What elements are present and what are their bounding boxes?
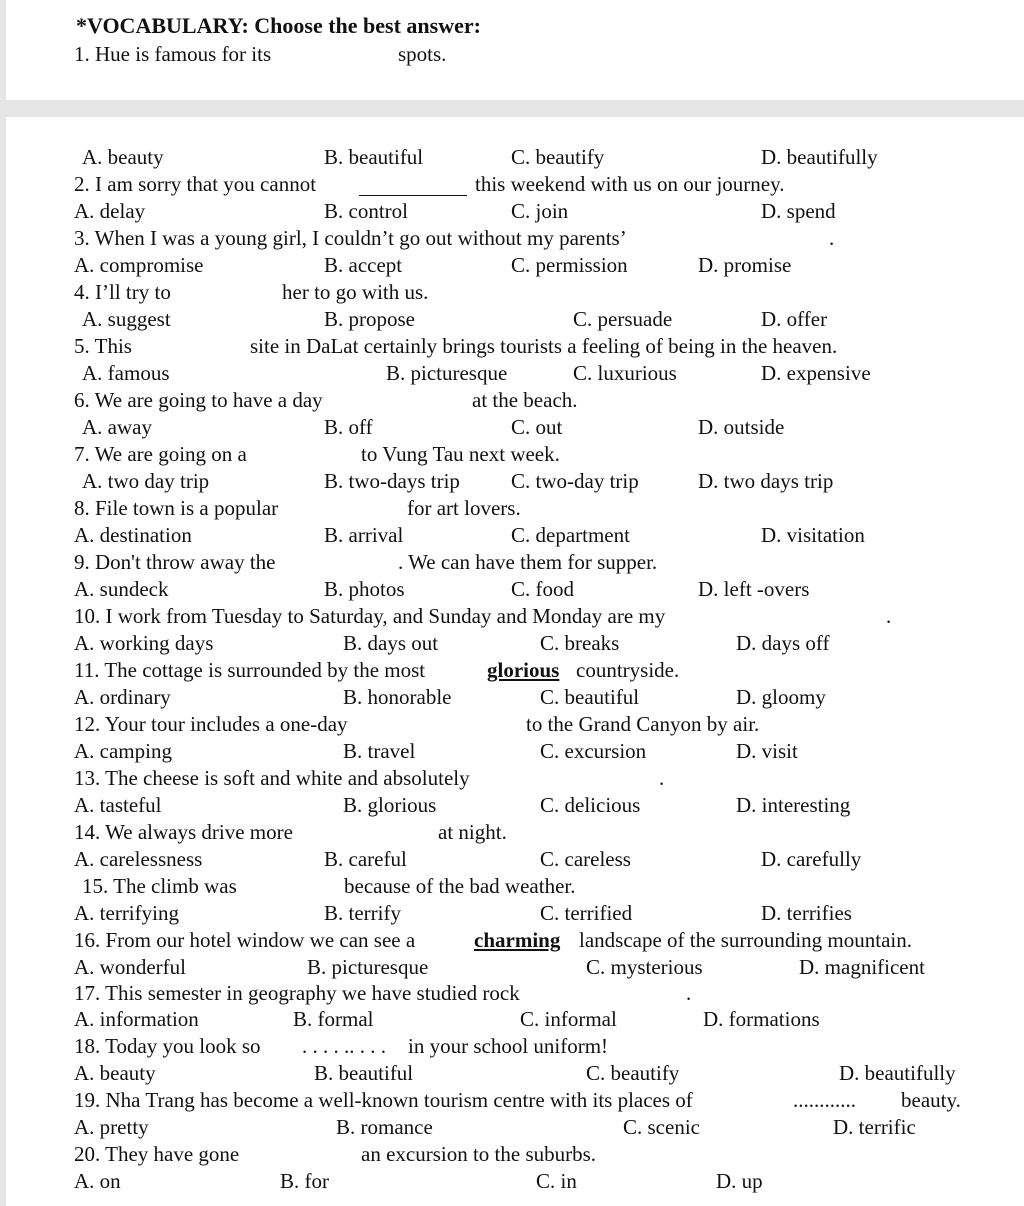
question-text: 7. We are going on a xyxy=(74,442,247,466)
option[interactable]: C. two-day trip xyxy=(511,469,639,493)
question-text: 16. From our hotel window we can see a xyxy=(74,928,416,952)
option[interactable]: B. picturesque xyxy=(386,361,508,385)
option[interactable]: C. terrified xyxy=(540,901,633,925)
option[interactable]: D. two days trip xyxy=(698,469,834,493)
question-text: 9. Don't throw away the xyxy=(74,550,276,574)
option[interactable]: D. gloomy xyxy=(736,685,826,709)
answer-dots: ............ xyxy=(793,1088,856,1112)
option[interactable]: C. mysterious xyxy=(586,955,703,979)
question-text: 17. This semester in geography we have studied rock xyxy=(74,981,520,1005)
question-text: to Vung Tau next week. xyxy=(361,442,560,466)
option[interactable]: B. two-days trip xyxy=(324,469,460,493)
option[interactable]: B. photos xyxy=(324,577,405,601)
option[interactable]: C. permission xyxy=(511,253,628,277)
option[interactable]: A. ordinary xyxy=(74,685,171,709)
option[interactable]: B. control xyxy=(324,199,408,223)
option[interactable]: C. department xyxy=(511,523,630,547)
option[interactable]: A. sundeck xyxy=(74,577,169,601)
option[interactable]: A. camping xyxy=(74,739,172,763)
option[interactable]: C. breaks xyxy=(540,631,620,655)
option[interactable]: D. up xyxy=(716,1169,763,1193)
question-text: 19. Nha Trang has become a well-known tourism centre with its places of xyxy=(74,1088,693,1112)
option[interactable]: B. romance xyxy=(336,1115,433,1139)
option[interactable]: D. beautifully xyxy=(839,1061,956,1085)
option[interactable]: B. formal xyxy=(293,1007,374,1031)
option[interactable]: D. offer xyxy=(761,307,828,331)
underlined-word: glorious xyxy=(487,658,560,682)
question-text: 15. The climb was xyxy=(82,874,237,898)
question-text: spots. xyxy=(398,42,447,66)
option[interactable]: C. careless xyxy=(540,847,631,871)
option[interactable]: A. terrifying xyxy=(74,901,179,925)
option[interactable]: C. food xyxy=(511,577,574,601)
option[interactable]: D. terrific xyxy=(833,1115,916,1139)
question-text: 6. We are going to have a day xyxy=(74,388,323,412)
question-text: her to go with us. xyxy=(282,280,429,304)
question-text: . xyxy=(686,981,692,1005)
option[interactable]: B. beautiful xyxy=(324,145,424,169)
option[interactable]: B. accept xyxy=(324,253,403,277)
question-text: 5. This xyxy=(74,334,132,358)
question-text: at the beach. xyxy=(472,388,578,412)
option[interactable]: B. arrival xyxy=(324,523,404,547)
question-text: . xyxy=(829,226,835,250)
option[interactable]: B. for xyxy=(280,1169,329,1193)
answer-blank xyxy=(359,172,467,196)
option[interactable]: B. off xyxy=(324,415,373,439)
option[interactable]: C. out xyxy=(511,415,563,439)
option[interactable]: B. days out xyxy=(343,631,439,655)
option[interactable]: B. careful xyxy=(324,847,407,871)
option[interactable]: A. wonderful xyxy=(74,955,186,979)
option[interactable]: C. delicious xyxy=(540,793,641,817)
main-panel xyxy=(6,117,1024,1206)
option[interactable]: A. suggest xyxy=(82,307,171,331)
option[interactable]: A. carelessness xyxy=(74,847,203,871)
option[interactable]: C. beautify xyxy=(511,145,605,169)
page-title: *VOCABULARY: Choose the best answer: xyxy=(76,13,481,38)
question-text: 2. I am sorry that you cannot xyxy=(74,172,317,196)
option[interactable]: D. formations xyxy=(703,1007,820,1031)
question-text: 1. Hue is famous for its xyxy=(74,42,272,66)
question-text: 14. We always drive more xyxy=(74,820,293,844)
option[interactable]: B. honorable xyxy=(343,685,452,709)
option[interactable]: A. working days xyxy=(74,631,214,655)
option[interactable]: C. in xyxy=(536,1169,577,1193)
option[interactable]: A. pretty xyxy=(74,1115,149,1139)
option[interactable]: C. persuade xyxy=(573,307,673,331)
question-text: this weekend with us on our journey. xyxy=(475,172,785,196)
option[interactable]: A. beauty xyxy=(74,1061,156,1085)
question-text: . xyxy=(659,766,665,790)
option[interactable]: B. glorious xyxy=(343,793,437,817)
option[interactable]: A. destination xyxy=(74,523,192,547)
question-text: . xyxy=(886,604,892,628)
option[interactable]: D. days off xyxy=(736,631,830,655)
option[interactable]: A. away xyxy=(82,415,152,439)
question-text: an excursion to the suburbs. xyxy=(361,1142,597,1166)
option[interactable]: D. outside xyxy=(698,415,785,439)
underlined-word: charming xyxy=(474,928,561,952)
option[interactable]: D. magnificent xyxy=(799,955,925,979)
option[interactable]: D. left -overs xyxy=(698,577,810,601)
question-text: in your school uniform! xyxy=(408,1034,609,1058)
option[interactable]: C. join xyxy=(511,199,569,223)
option[interactable]: C. scenic xyxy=(623,1115,700,1139)
question-text: to the Grand Canyon by air. xyxy=(526,712,760,736)
option[interactable]: B. terrify xyxy=(324,901,401,925)
option[interactable]: D. carefully xyxy=(761,847,862,871)
option[interactable]: A. information xyxy=(74,1007,199,1031)
option[interactable]: A. beauty xyxy=(82,145,164,169)
option[interactable]: A. delay xyxy=(74,199,146,223)
question-text: 3. When I was a young girl, I couldn’t go out without my parents’ xyxy=(74,226,627,250)
option[interactable]: C. luxurious xyxy=(573,361,677,385)
question-text: beauty. xyxy=(901,1088,961,1112)
option[interactable]: B. beautiful xyxy=(314,1061,414,1085)
option[interactable]: C. excursion xyxy=(540,739,647,763)
question-text: because of the bad weather. xyxy=(344,874,576,898)
question-text: 12. Your tour includes a one-day xyxy=(74,712,348,736)
option[interactable]: A. compromise xyxy=(74,253,204,277)
option[interactable]: D. spend xyxy=(761,199,836,223)
question-text: landscape of the surrounding mountain. xyxy=(579,928,913,952)
option[interactable]: A. tasteful xyxy=(74,793,162,817)
question-text: site in DaLat certainly brings tourists a feeling of being in the heaven. xyxy=(250,334,838,358)
question-text: 18. Today you look so xyxy=(74,1034,261,1058)
question-text: . We can have them for supper. xyxy=(398,550,658,574)
option[interactable]: D. beautifully xyxy=(761,145,878,169)
option[interactable]: A. famous xyxy=(82,361,170,385)
question-text: for art lovers. xyxy=(407,496,521,520)
answer-dots: . . . . .. . . . xyxy=(302,1034,386,1058)
option[interactable]: D. visitation xyxy=(761,523,865,547)
option[interactable]: C. beautify xyxy=(586,1061,680,1085)
option[interactable]: D. promise xyxy=(698,253,792,277)
question-text: 4. I’ll try to xyxy=(74,280,171,304)
question-text: 20. They have gone xyxy=(74,1142,240,1166)
option[interactable]: D. interesting xyxy=(736,793,851,817)
option[interactable]: C. informal xyxy=(520,1007,617,1031)
option[interactable]: D. terrifies xyxy=(761,901,852,925)
question-text: 10. I work from Tuesday to Saturday, and Sunday and Monday are my xyxy=(74,604,666,628)
option[interactable]: D. visit xyxy=(736,739,798,763)
option[interactable]: A. two day trip xyxy=(82,469,210,493)
option[interactable]: D. expensive xyxy=(761,361,871,385)
top-panel xyxy=(6,0,1024,100)
option[interactable]: B. propose xyxy=(324,307,415,331)
option[interactable]: B. travel xyxy=(343,739,416,763)
option[interactable]: B. picturesque xyxy=(307,955,429,979)
option[interactable]: A. on xyxy=(74,1169,121,1193)
question-text: 13. The cheese is soft and white and absolutely xyxy=(74,766,470,790)
question-text: at night. xyxy=(438,820,507,844)
question-text: countryside. xyxy=(576,658,680,682)
option[interactable]: C. beautiful xyxy=(540,685,640,709)
question-text: 8. File town is a popular xyxy=(74,496,279,520)
question-text: 11. The cottage is surrounded by the most xyxy=(74,658,426,682)
